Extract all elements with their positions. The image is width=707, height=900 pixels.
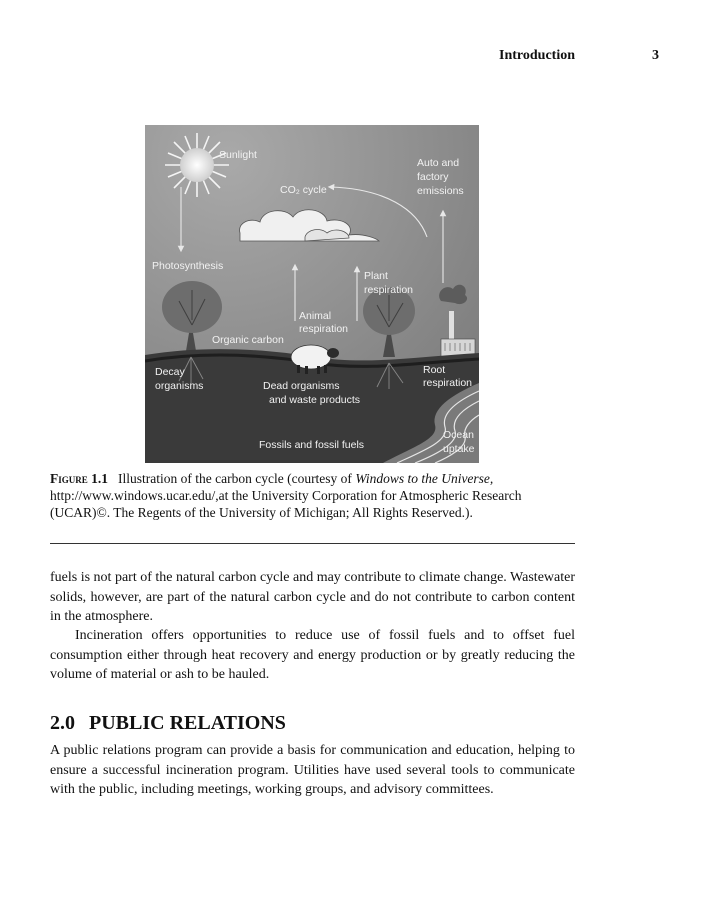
caption-text-1: Illustration of the carbon cycle (courtesy of xyxy=(118,471,356,486)
label-auto-3: emissions xyxy=(417,185,464,197)
label-animal-2: respiration xyxy=(299,323,349,335)
carbon-cycle-figure xyxy=(145,125,479,463)
paragraph-2: Incineration offers opportunities to reduce use of fossil fuels and to offset fuel consumption either through heat recovery and energy production or by greatly reducing the volume of material or ash to be hauled. xyxy=(50,628,575,682)
carbon-cycle-illustration xyxy=(145,125,479,463)
figure-caption xyxy=(50,470,575,521)
paragraph-3: A public relations program can provide a basis for communication and education, helping to ensure a successful incineration program. Utilities have used several tools to communicate with the public, including meetings, working groups, and advisory committees. xyxy=(50,743,575,797)
caption-divider xyxy=(50,543,575,544)
label-sunlight: Sunlight xyxy=(219,149,257,161)
label-root-2: respiration xyxy=(423,377,473,389)
label-decay-1: Decay xyxy=(155,366,185,378)
label-auto-2: factory xyxy=(417,171,449,183)
label-fossils: Fossils and fossil fuels xyxy=(259,439,365,451)
label-plant-2: respiration xyxy=(364,284,414,296)
running-head xyxy=(50,48,659,68)
label-root-1: Root xyxy=(423,364,446,376)
running-head-title: Introduction xyxy=(499,48,575,63)
label-dead-2: and waste products xyxy=(269,394,361,406)
label-plant-1: Plant xyxy=(364,270,388,282)
section-title: PUBLIC RELATIONS xyxy=(89,712,286,734)
label-ocean-2: uptake xyxy=(443,443,475,455)
label-ocean-1: Ocean xyxy=(443,429,474,441)
label-organic-carbon: Organic carbon xyxy=(212,334,284,346)
caption-source-title: Windows to the Universe, xyxy=(355,471,494,486)
section-heading xyxy=(50,712,286,735)
label-decay-2: organisms xyxy=(155,380,204,392)
caption-text-2: http://www.windows.ucar.edu/,at the University Corporation for Atmospheric Research (UCAR)©. The Regents of the University of Michigan; All Rights Reserved.). xyxy=(50,488,522,520)
sun-icon xyxy=(165,133,229,197)
figure-label: Figure 1.1 xyxy=(50,471,109,486)
label-auto-1: Auto and xyxy=(417,157,460,169)
label-dead-1: Dead organisms xyxy=(263,380,340,392)
page-number: 3 xyxy=(652,48,659,63)
label-photosynthesis: Photosynthesis xyxy=(152,260,224,272)
paragraph-1: fuels is not part of the natural carbon cycle and may contribute to climate change. Wastewater solids, however, are part of the natural carbon cycle and do not contribute to carbon content in the atmosphere. xyxy=(50,570,575,624)
section-number: 2.0 xyxy=(50,712,75,734)
label-co2-cycle: CO₂ cycle xyxy=(280,184,327,196)
label-animal-1: Animal xyxy=(299,310,332,322)
